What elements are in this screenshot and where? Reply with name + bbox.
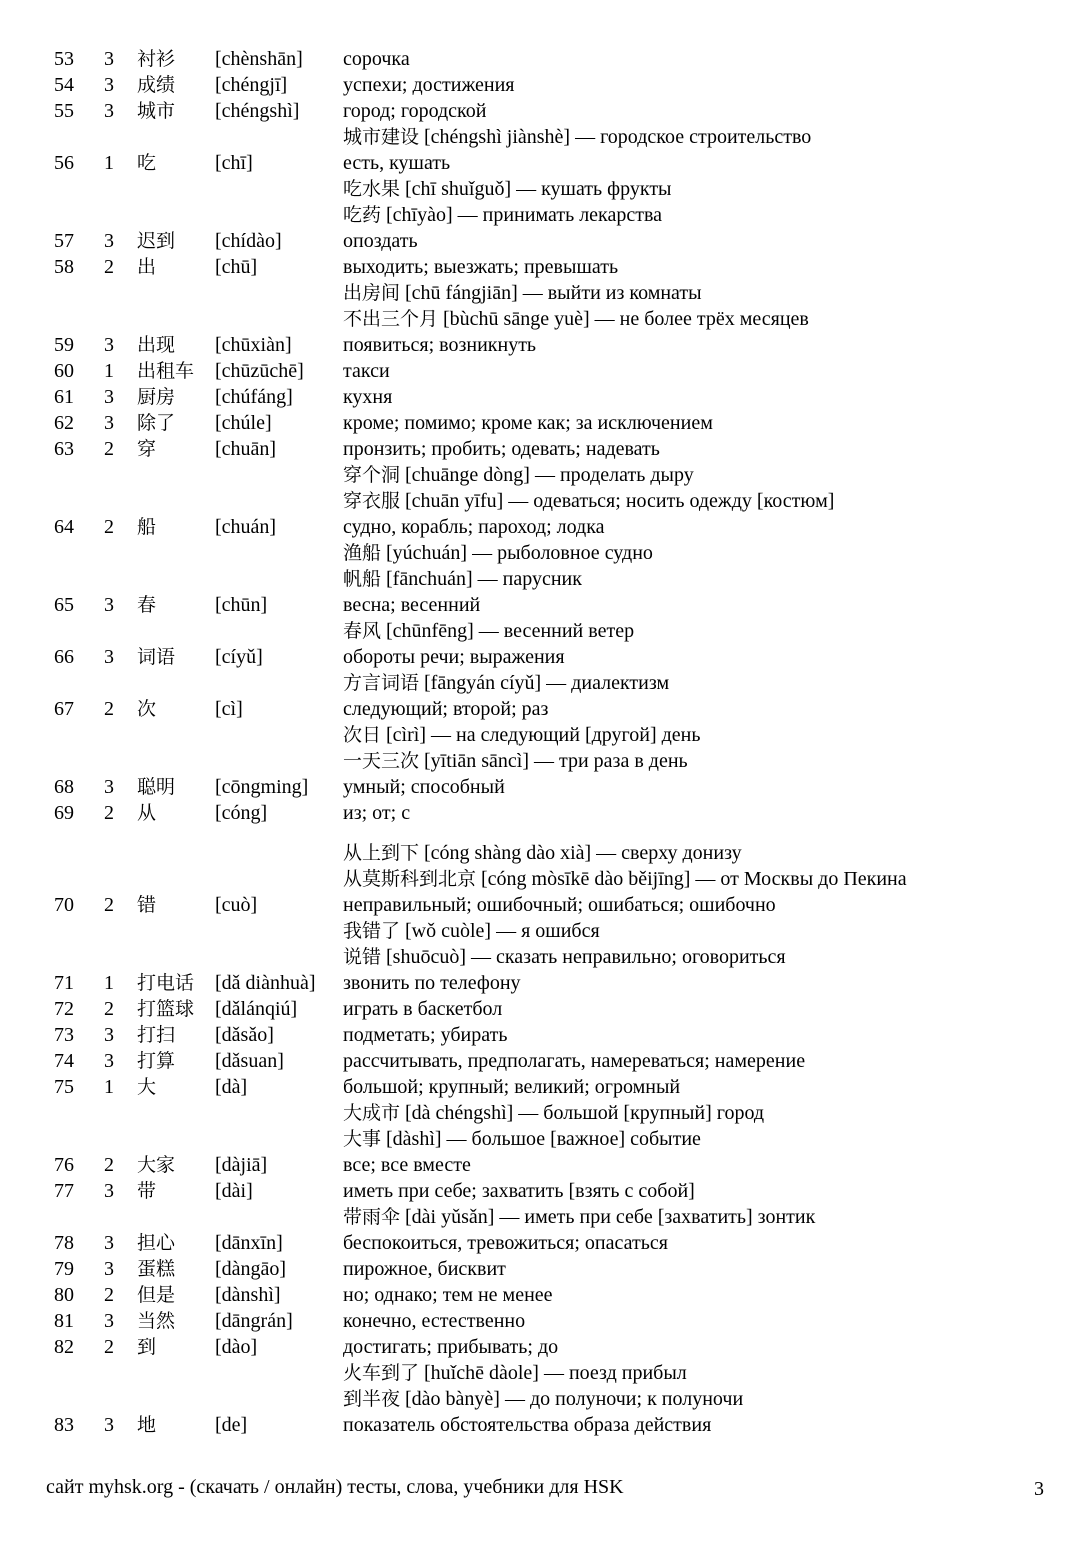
entry-translation: судно, корабль; пароход; лодка — [343, 516, 605, 538]
entry-pinyin: [chúle] — [215, 412, 272, 434]
entry-hanzi: 打电话 — [137, 972, 195, 995]
entry-number: 70 — [54, 894, 74, 917]
example-row — [0, 566, 1090, 592]
example-row — [0, 1386, 1090, 1412]
entry-hanzi: 词语 — [137, 646, 176, 668]
example-row — [0, 618, 1090, 644]
entry-pinyin: [chídào] — [215, 230, 282, 252]
hsk-level: 2 — [104, 1154, 114, 1177]
hsk-level: 2 — [104, 894, 114, 917]
entry-number: 56 — [54, 152, 74, 174]
entry-number: 60 — [54, 360, 74, 382]
entry-translation: есть, кушать — [343, 152, 451, 174]
example — [343, 618, 634, 644]
entry-translation: пирожное, бисквит — [343, 1258, 506, 1281]
example — [343, 1386, 743, 1412]
example — [343, 462, 694, 488]
example-text: [chéngshì jiànshè] — городское строительство — [424, 126, 812, 148]
entry-pinyin: [dàjiā] — [215, 1154, 268, 1177]
entry-number: 79 — [54, 1258, 74, 1281]
example-hanzi: 从莫斯科到北京 — [343, 868, 477, 891]
example-hanzi: 吃水果 — [343, 178, 401, 200]
hsk-level: 3 — [104, 1050, 114, 1073]
hsk-level: 2 — [104, 802, 114, 824]
entry-pinyin: [cóng] — [215, 802, 268, 824]
entry-pinyin: [dà] — [215, 1076, 248, 1099]
example-hanzi: 次日 — [343, 724, 382, 746]
hsk-level: 3 — [104, 1180, 114, 1203]
entry-hanzi: 错 — [137, 894, 157, 917]
example-hanzi: 带雨伞 — [343, 1206, 401, 1229]
entry-hanzi: 大 — [137, 1076, 157, 1099]
example-text: [dà chéngshì] — большой [крупный] город — [405, 1102, 765, 1125]
example-text: [wǒ cuòle] — я ошибся — [405, 920, 600, 943]
example-hanzi: 火车到了 — [343, 1362, 420, 1385]
example — [343, 944, 786, 970]
example — [343, 1100, 764, 1126]
example-text: [cóng mòsīkē dào běijīng] — от Москвы до Пекина — [481, 868, 907, 891]
entry-translation: показатель обстоятельства образа действия — [343, 1414, 712, 1437]
example-row — [0, 540, 1090, 566]
example-hanzi: 不出三个月 — [343, 308, 439, 330]
entry-hanzi: 当然 — [137, 1310, 176, 1333]
example-text: [cìrì] — на следующий [другой] день — [386, 724, 701, 746]
entry-number: 61 — [54, 386, 74, 408]
example-hanzi: 大成市 — [343, 1102, 401, 1125]
example-hanzi: 说错 — [343, 946, 382, 969]
entry-hanzi: 从 — [137, 802, 157, 824]
entry-hanzi: 船 — [137, 516, 157, 538]
entry-row — [0, 72, 1090, 98]
entry-row — [0, 514, 1090, 540]
hsk-level: 3 — [104, 646, 114, 668]
example-row — [0, 1360, 1090, 1386]
entry-number: 57 — [54, 230, 74, 252]
example-row — [0, 840, 1090, 866]
example — [343, 176, 672, 202]
entry-row — [0, 358, 1090, 384]
entry-hanzi: 地 — [137, 1414, 157, 1437]
entry-pinyin: [dài] — [215, 1180, 253, 1203]
entry-number: 59 — [54, 334, 74, 356]
example — [343, 202, 662, 228]
entry-hanzi: 出 — [137, 256, 157, 278]
entry-row — [0, 384, 1090, 410]
entry-hanzi: 到 — [137, 1336, 157, 1359]
hsk-level: 3 — [104, 1310, 114, 1333]
entry-hanzi: 打算 — [137, 1050, 176, 1073]
entry-translation: из; от; с — [343, 802, 411, 824]
example-hanzi: 我错了 — [343, 920, 401, 943]
entry-pinyin: [chūxiàn] — [215, 334, 292, 356]
example — [343, 306, 809, 332]
example-row — [0, 306, 1090, 332]
example-hanzi: 大事 — [343, 1128, 382, 1151]
entry-pinyin: [dāngrán] — [215, 1310, 293, 1333]
example-text: [cóng shàng dào xià] — сверху донизу — [424, 842, 742, 865]
entry-translation: кухня — [343, 386, 393, 408]
hsk-level: 3 — [104, 412, 114, 434]
hsk-level: 1 — [104, 1076, 114, 1099]
example-row — [0, 748, 1090, 774]
entry-number: 55 — [54, 100, 74, 122]
example — [343, 866, 907, 892]
hsk-level: 3 — [104, 1258, 114, 1281]
example-text: [chī shuǐguǒ] — кушать фрукты — [405, 178, 672, 200]
entry-row — [0, 228, 1090, 254]
entry-pinyin: [dǎsǎo] — [215, 1024, 274, 1047]
entry-pinyin: [chī] — [215, 152, 253, 174]
entry-hanzi: 成绩 — [137, 74, 176, 96]
entry-row — [0, 436, 1090, 462]
entry-translation: успехи; достижения — [343, 74, 515, 96]
example-hanzi: 帆船 — [343, 568, 382, 590]
entry-translation: следующий; второй; раз — [343, 698, 549, 720]
entry-number: 63 — [54, 438, 74, 460]
entry-translation: иметь при себе; захватить [взять с собой] — [343, 1180, 695, 1203]
entry-row — [0, 774, 1090, 800]
entry-pinyin: [cì] — [215, 698, 243, 720]
entry-pinyin: [chènshān] — [215, 48, 303, 70]
entry-pinyin: [chūn] — [215, 594, 268, 616]
entry-hanzi: 次 — [137, 698, 157, 720]
entry-translation: опоздать — [343, 230, 418, 252]
entry-row — [0, 892, 1090, 918]
entry-number: 62 — [54, 412, 74, 434]
entry-translation: но; однако; тем не менее — [343, 1284, 553, 1307]
hsk-level: 2 — [104, 438, 114, 460]
entry-number: 83 — [54, 1414, 74, 1437]
entry-number: 64 — [54, 516, 74, 538]
example — [343, 540, 653, 566]
example-row — [0, 280, 1090, 306]
hsk-level: 1 — [104, 152, 114, 174]
entry-hanzi: 吃 — [137, 152, 157, 174]
entry-translation: весна; весенний — [343, 594, 481, 616]
entry-translation: обороты речи; выражения — [343, 646, 565, 668]
example-text: [fāngyán cíyǔ] — диалектизм — [424, 672, 670, 694]
entry-number: 80 — [54, 1284, 74, 1307]
entry-row — [0, 1022, 1090, 1048]
example-row — [0, 462, 1090, 488]
entry-hanzi: 打篮球 — [137, 998, 195, 1021]
entry-pinyin: [dǎlánqiú] — [215, 998, 298, 1021]
entry-row — [0, 970, 1090, 996]
example-text: [chuān yīfu] — одеваться; носить одежду [костюм] — [405, 490, 835, 512]
hsk-level: 3 — [104, 230, 114, 252]
entry-number: 71 — [54, 972, 74, 995]
hsk-level: 3 — [104, 386, 114, 408]
entry-hanzi: 担心 — [137, 1232, 176, 1255]
entry-pinyin: [chuán] — [215, 516, 277, 538]
example-row — [0, 722, 1090, 748]
entry-row — [0, 1282, 1090, 1308]
example — [343, 1126, 701, 1152]
hsk-level: 2 — [104, 516, 114, 538]
hsk-level: 3 — [104, 776, 114, 798]
entry-hanzi: 带 — [137, 1180, 157, 1203]
entry-translation: кроме; помимо; кроме как; за исключением — [343, 412, 713, 434]
example — [343, 280, 702, 306]
entry-hanzi: 厨房 — [137, 386, 176, 408]
example-row — [0, 866, 1090, 892]
entry-pinyin: [chuān] — [215, 438, 277, 460]
hsk-level: 1 — [104, 360, 114, 382]
example-row — [0, 176, 1090, 202]
entry-translation: появиться; возникнуть — [343, 334, 537, 356]
example — [343, 748, 688, 774]
example-text: [chūnfēng] — весенний ветер — [386, 620, 635, 642]
entry-row — [0, 592, 1090, 618]
entry-number: 73 — [54, 1024, 74, 1047]
entry-row — [0, 150, 1090, 176]
entry-hanzi: 聪明 — [137, 776, 176, 798]
entry-pinyin: [cōngming] — [215, 776, 309, 798]
entry-row — [0, 410, 1090, 436]
entry-number: 68 — [54, 776, 74, 798]
example-text: [huǐchē dàole] — поезд прибыл — [424, 1362, 687, 1385]
hsk-level: 3 — [104, 334, 114, 356]
entry-pinyin: [cíyǔ] — [215, 646, 263, 668]
page-number: 3 — [1034, 1478, 1044, 1500]
example-row — [0, 488, 1090, 514]
entry-row — [0, 254, 1090, 280]
hsk-level: 2 — [104, 698, 114, 720]
entry-pinyin: [chéngjī] — [215, 74, 288, 96]
entry-translation: город; городской — [343, 100, 487, 122]
entry-row — [0, 696, 1090, 722]
example-text: [chuānge dòng] — проделать дыру — [405, 464, 694, 486]
entry-number: 76 — [54, 1154, 74, 1177]
example-hanzi: 出房间 — [343, 282, 401, 304]
entry-pinyin: [chúfáng] — [215, 386, 293, 408]
example-text: [chū fángjiān] — выйти из комнаты — [405, 282, 702, 304]
entry-number: 65 — [54, 594, 74, 616]
entry-pinyin: [dǎsuan] — [215, 1050, 284, 1073]
entry-number: 53 — [54, 48, 74, 70]
entry-translation: умный; способный — [343, 776, 505, 798]
entry-row — [0, 1048, 1090, 1074]
example-text: [dàshì] — большое [важное] событие — [386, 1128, 701, 1151]
example-hanzi: 从上到下 — [343, 842, 420, 865]
example — [343, 918, 600, 944]
entry-hanzi: 但是 — [137, 1284, 176, 1307]
hsk-level: 2 — [104, 1336, 114, 1359]
entry-row — [0, 1308, 1090, 1334]
example-row — [0, 944, 1090, 970]
hsk-level: 3 — [104, 594, 114, 616]
hsk-level: 3 — [104, 1414, 114, 1437]
entry-hanzi: 衬衫 — [137, 48, 176, 70]
entry-hanzi: 打扫 — [137, 1024, 176, 1047]
entry-row — [0, 1074, 1090, 1100]
example-hanzi: 一天三次 — [343, 750, 420, 772]
entry-hanzi: 迟到 — [137, 230, 176, 252]
example-text: [yúchuán] — рыболовное судно — [386, 542, 653, 564]
entry-row — [0, 332, 1090, 358]
entry-pinyin: [de] — [215, 1414, 248, 1437]
example — [343, 488, 834, 514]
example-hanzi: 城市建设 — [343, 126, 420, 148]
example-hanzi: 吃药 — [343, 204, 382, 226]
hsk-level: 3 — [104, 74, 114, 96]
entry-translation: большой; крупный; великий; огромный — [343, 1076, 681, 1099]
example-text: [dào bànyè] — до полуночи; к полуночи — [405, 1388, 744, 1411]
entry-translation: пронзить; пробить; одевать; надевать — [343, 438, 660, 460]
entry-number: 82 — [54, 1336, 74, 1359]
entry-hanzi: 出现 — [137, 334, 176, 356]
example — [343, 722, 700, 748]
example — [343, 840, 742, 866]
entry-hanzi: 春 — [137, 594, 157, 616]
entry-row — [0, 1256, 1090, 1282]
example-hanzi: 穿衣服 — [343, 490, 401, 512]
example-row — [0, 202, 1090, 228]
example-text: [fānchuán] — парусник — [386, 568, 582, 590]
entry-number: 54 — [54, 74, 74, 96]
hsk-level: 3 — [104, 100, 114, 122]
entry-row — [0, 98, 1090, 124]
hsk-level: 2 — [104, 256, 114, 278]
example-row — [0, 124, 1090, 150]
entry-row — [0, 1178, 1090, 1204]
example-hanzi: 渔船 — [343, 542, 382, 564]
entry-row — [0, 1152, 1090, 1178]
entry-translation: сорочка — [343, 48, 410, 70]
example-text: [yītiān sāncì] — три раза в день — [424, 750, 688, 772]
entry-number: 58 — [54, 256, 74, 278]
example-row — [0, 1204, 1090, 1230]
example-row — [0, 1100, 1090, 1126]
hsk-level: 3 — [104, 1232, 114, 1255]
entry-row — [0, 1230, 1090, 1256]
entry-pinyin: [chéngshì] — [215, 100, 300, 122]
entry-row — [0, 644, 1090, 670]
example — [343, 124, 811, 150]
example-hanzi: 方言词语 — [343, 672, 420, 694]
example-hanzi: 穿个洞 — [343, 464, 401, 486]
entry-row — [0, 1412, 1090, 1438]
entry-translation: конечно, естественно — [343, 1310, 526, 1333]
entry-pinyin: [dǎ diànhuà] — [215, 972, 316, 995]
entry-number: 72 — [54, 998, 74, 1021]
entry-translation: выходить; выезжать; превышать — [343, 256, 619, 278]
entry-number: 77 — [54, 1180, 74, 1203]
entry-translation: подметать; убирать — [343, 1024, 508, 1047]
footer-text: сайт myhsk.org - (скачать / онлайн) тесты, слова, учебники для HSK — [46, 1476, 624, 1498]
entry-pinyin: [chūzūchē] — [215, 360, 304, 382]
entry-number: 69 — [54, 802, 74, 824]
example-text: [dài yǔsǎn] — иметь при себе [захватить] зонтик — [405, 1206, 816, 1229]
example — [343, 670, 669, 696]
hsk-level: 2 — [104, 998, 114, 1021]
entry-number: 67 — [54, 698, 74, 720]
entry-translation: рассчитывать, предполагать, намереваться; намерение — [343, 1050, 806, 1073]
entry-number: 75 — [54, 1076, 74, 1099]
hsk-level: 3 — [104, 1024, 114, 1047]
entry-row — [0, 800, 1090, 826]
entry-pinyin: [dàngāo] — [215, 1258, 287, 1281]
entry-number: 78 — [54, 1232, 74, 1255]
entry-hanzi: 城市 — [137, 100, 176, 122]
entry-number: 81 — [54, 1310, 74, 1333]
example-row — [0, 1126, 1090, 1152]
entry-pinyin: [dào] — [215, 1336, 258, 1359]
entry-translation: беспокоиться, тревожиться; опасаться — [343, 1232, 668, 1255]
entry-pinyin: [chū] — [215, 256, 258, 278]
entry-pinyin: [dānxīn] — [215, 1232, 283, 1255]
example-hanzi: 到半夜 — [343, 1388, 401, 1411]
example-hanzi: 春风 — [343, 620, 382, 642]
example — [343, 566, 582, 592]
entry-hanzi: 出租车 — [137, 360, 195, 382]
hsk-level: 2 — [104, 1284, 114, 1307]
example-text: [chīyào] — принимать лекарства — [386, 204, 663, 226]
example-text: [shuōcuò] — сказать неправильно; оговориться — [386, 946, 786, 969]
entry-translation: достигать; прибывать; до — [343, 1336, 559, 1359]
entry-translation: все; все вместе — [343, 1154, 471, 1177]
example-row — [0, 918, 1090, 944]
example — [343, 1204, 815, 1230]
entry-hanzi: 除了 — [137, 412, 176, 434]
entry-row — [0, 996, 1090, 1022]
entry-pinyin: [dànshì] — [215, 1284, 281, 1307]
entry-hanzi: 穿 — [137, 438, 157, 460]
hsk-level: 3 — [104, 48, 114, 70]
entry-translation: звонить по телефону — [343, 972, 521, 995]
example — [343, 1360, 687, 1386]
example-row — [0, 670, 1090, 696]
entry-hanzi: 大家 — [137, 1154, 176, 1177]
entry-translation: такси — [343, 360, 390, 382]
entry-pinyin: [cuò] — [215, 894, 258, 917]
entry-number: 74 — [54, 1050, 74, 1073]
entry-translation: неправильный; ошибочный; ошибаться; ошибочно — [343, 894, 776, 917]
hsk-level: 1 — [104, 972, 114, 995]
entry-row — [0, 1334, 1090, 1360]
entry-hanzi: 蛋糕 — [137, 1258, 176, 1281]
example-text: [bùchū sānge yuè] — не более трёх месяцев — [443, 308, 809, 330]
entry-translation: играть в баскетбол — [343, 998, 503, 1021]
entry-number: 66 — [54, 646, 74, 668]
entry-row — [0, 46, 1090, 72]
